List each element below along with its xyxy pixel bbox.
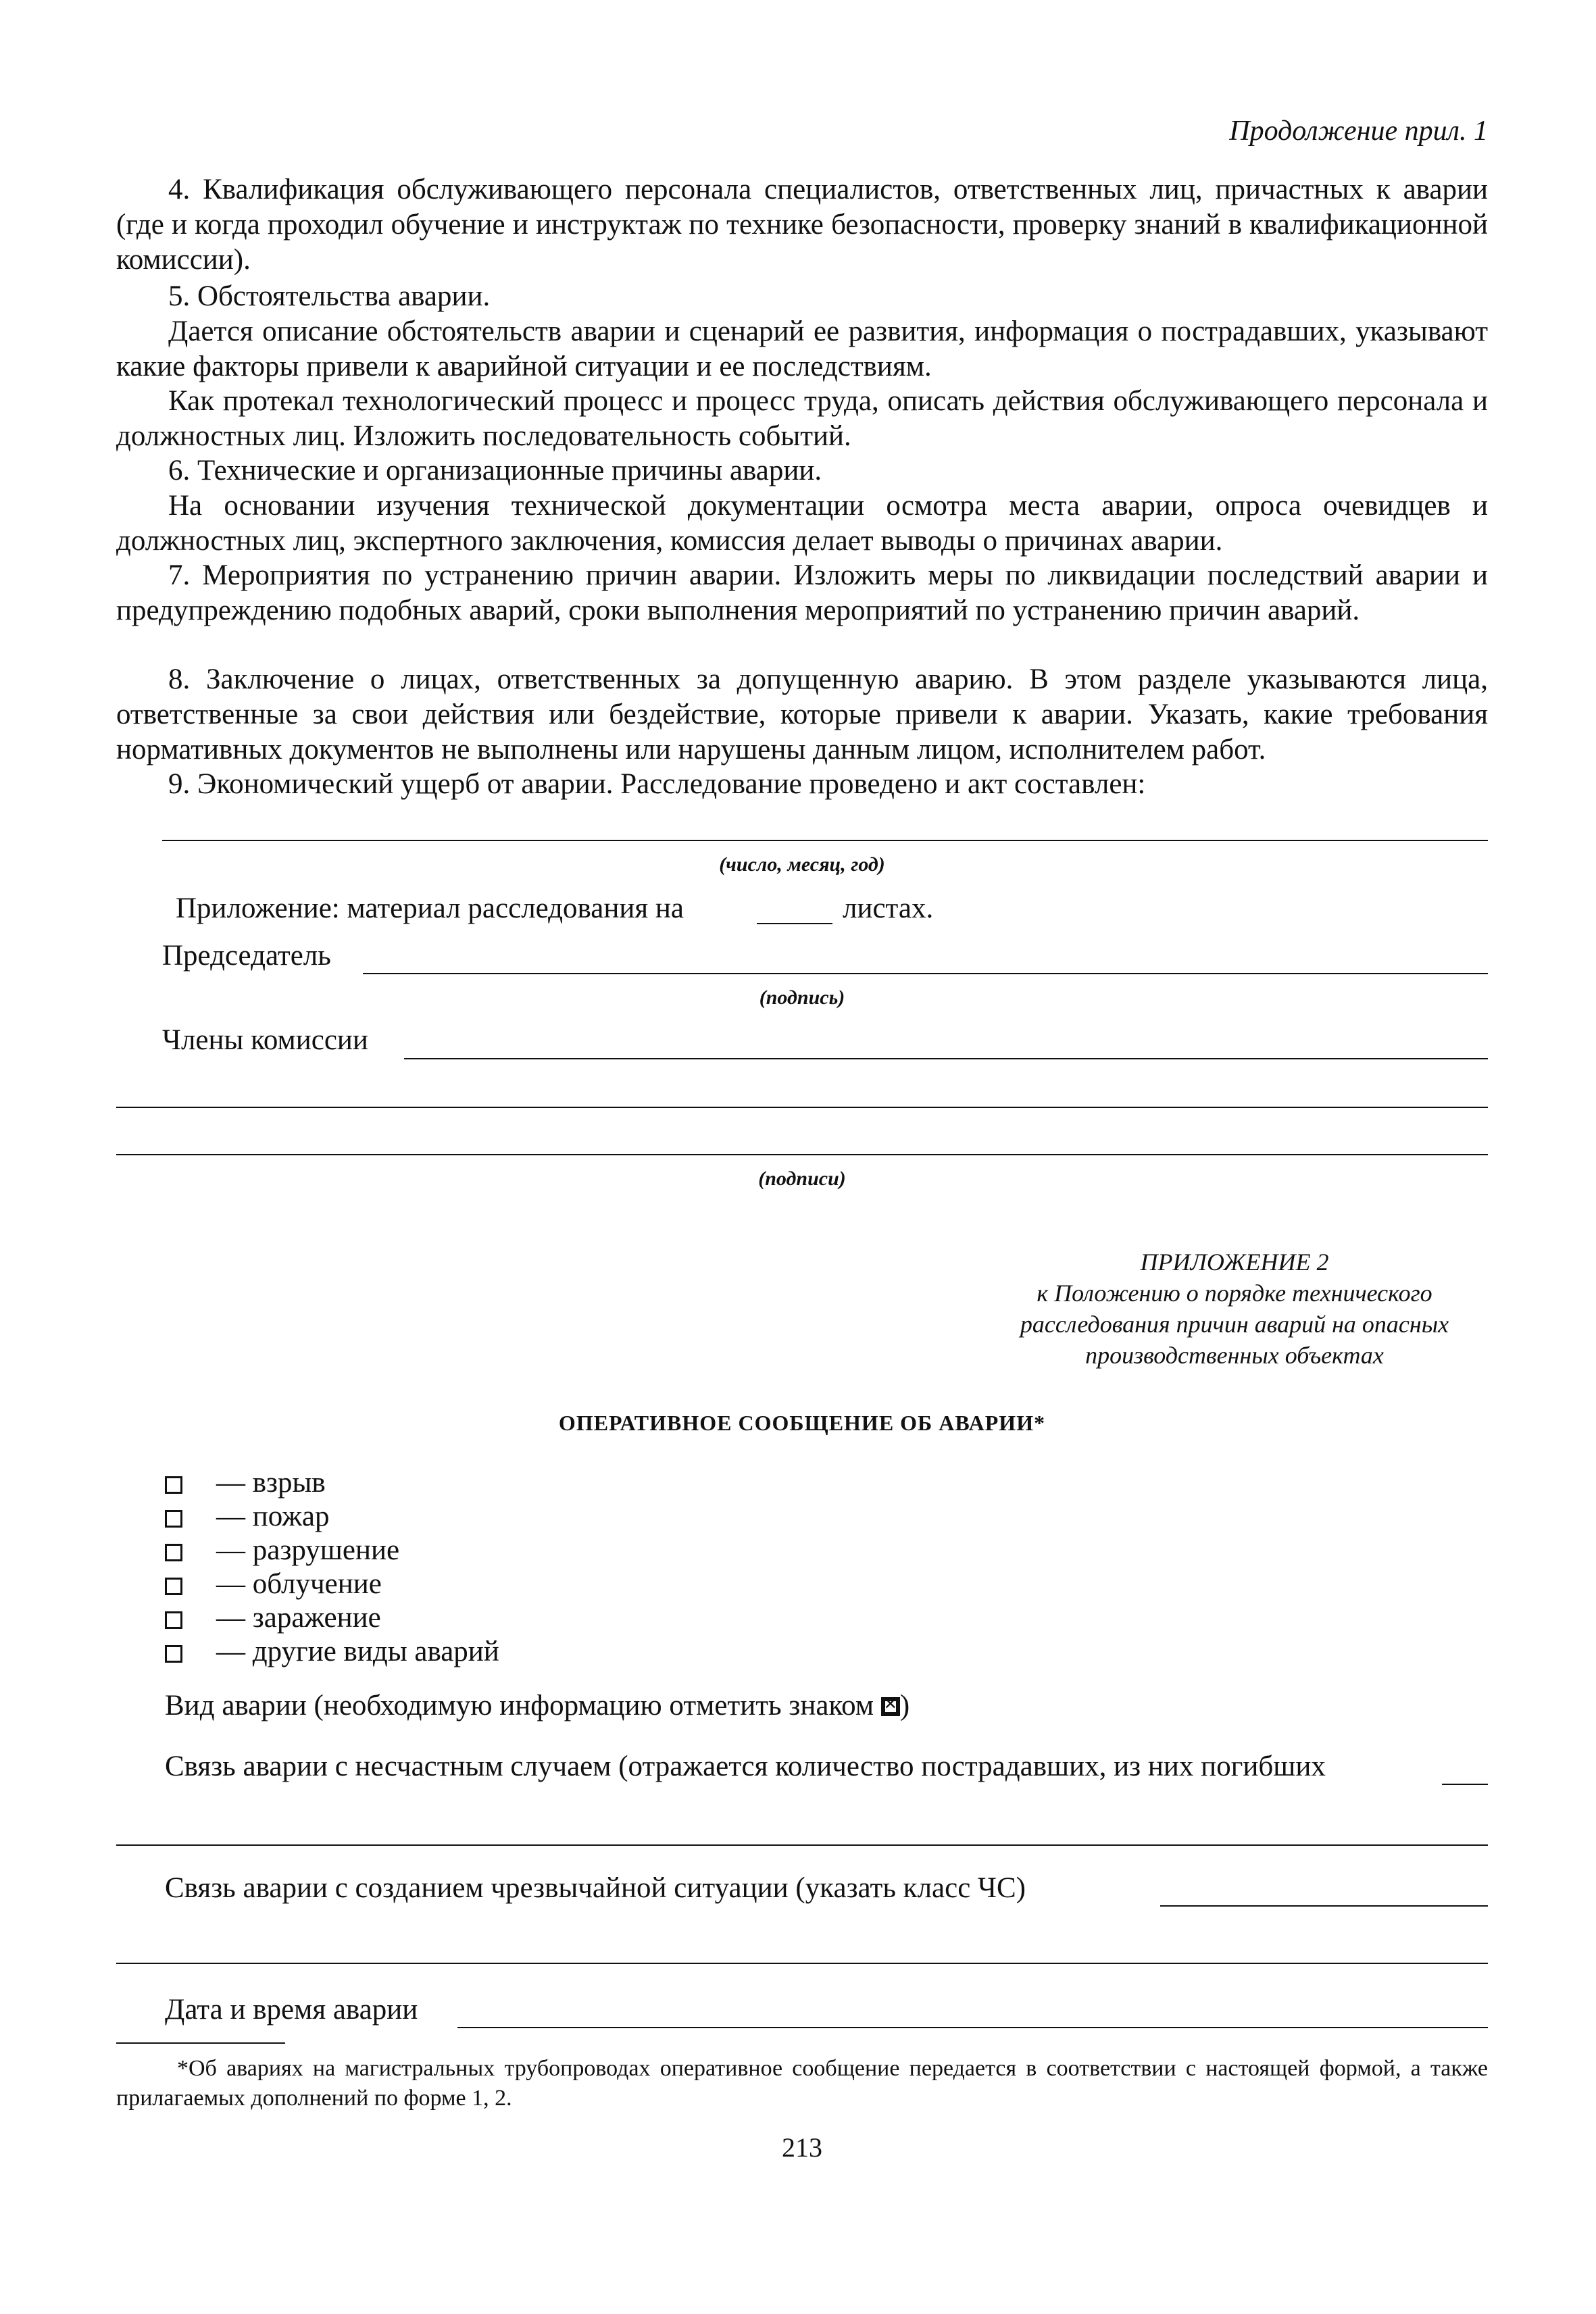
accident-type-fire[interactable] (165, 1500, 330, 1534)
checkbox-icon[interactable] (165, 1578, 182, 1595)
members-line-3[interactable] (116, 1154, 1488, 1155)
accident-type-label: — облучение (216, 1568, 382, 1600)
casualty-link-label: Связь аварии с несчастным случаем (отражается количество пострадавших, из них погибших (165, 1751, 1326, 1782)
accident-type-label: — заражение (216, 1602, 381, 1634)
appendix-line-2: расследования причин аварий на опасных (1020, 1311, 1449, 1338)
date-caption: (число, месяц, год) (719, 853, 885, 876)
members-line-1[interactable] (404, 1058, 1488, 1059)
accident-type-label: — взрыв (216, 1467, 326, 1499)
chairman-signature-line[interactable] (363, 973, 1488, 974)
paragraph-5-process: Как протекал технологический процесс и процесс труда, описать действия обслуживающего персонала и должностных лиц. Изложить последовательность событий. (116, 385, 1488, 452)
checked-box-icon (881, 1697, 900, 1716)
paragraph-4: 4. Квалификация обслуживающего персонала специалистов, ответственных лиц, причастных к аварии (где и когда проходил обучение и инструктаж по технике безопасности, проверку знаний в квалификационной комиссии). (116, 174, 1488, 276)
accident-type-explosion[interactable] (165, 1466, 326, 1500)
accident-type-label: — разрушение (216, 1534, 400, 1566)
appendix-title: ПРИЛОЖЕНИЕ 2 (1140, 1249, 1329, 1276)
report-heading: ОПЕРАТИВНОЕ СООБЩЕНИЕ ОБ АВАРИИ* (558, 1411, 1046, 1435)
footnote-separator (116, 2042, 285, 2044)
running-header: Продолжение прил. 1 (1229, 116, 1488, 147)
checkbox-icon[interactable] (165, 1510, 182, 1528)
accident-type-other[interactable] (165, 1635, 499, 1669)
emergency-link-label: Связь аварии с созданием чрезвычайной ситуации (указать класс ЧС) (165, 1872, 1026, 1904)
paragraph-5-description: Дается описание обстоятельств аварии и сценарий ее развития, информация о пострадавших, указывают какие факторы привели к аварийной ситуации и ее последствиям. (116, 316, 1488, 382)
appendix-line-3: производственных объектах (1085, 1342, 1384, 1369)
checkbox-icon[interactable] (165, 1611, 182, 1629)
appendix-line-1: к Положению о порядке технического (1037, 1280, 1432, 1307)
casualty-line-2[interactable] (116, 1844, 1488, 1846)
casualty-count-line[interactable] (1442, 1784, 1488, 1785)
accident-type-irradiation[interactable] (165, 1567, 382, 1601)
accident-type-label: — пожар (216, 1501, 330, 1532)
paragraph-5: 5. Обстоятельства аварии. (168, 280, 491, 312)
checkbox-icon[interactable] (165, 1476, 182, 1494)
members-label: Члены комиссии (162, 1024, 368, 1056)
paragraph-6-basis: На основании изучения технической документации осмотра места аварии, опроса очевидцев и должностных лиц, экспертного заключения, комиссия делает выводы о причинах аварии. (116, 490, 1488, 557)
emergency-class-line[interactable] (1160, 1905, 1488, 1907)
accident-type-note: Вид аварии (необходимую информацию отметить знаком ✕ ) (165, 1689, 909, 1722)
appendix-block (995, 1247, 1474, 1371)
checkbox-icon[interactable] (165, 1645, 182, 1663)
paragraph-8: 8. Заключение о лицах, ответственных за допущенную аварию. В этом разделе указываются лица, ответственные за свои действия или бездействие, которые привели к аварии. Указать, какие требования нормативных документов не выполнены или нарушены данным лицом, исполнителем работ. (116, 663, 1488, 765)
paragraph-7: 7. Мероприятия по устранению причин аварии. Изложить меры по ликвидации последствий аварии и предупреждению подобных аварий, сроки выполнения мероприятий по устранению причин аварий. (116, 559, 1488, 626)
page-number: 213 (782, 2132, 822, 2163)
attachment-suffix: листах. (843, 892, 934, 924)
signature-caption: (подпись) (759, 986, 845, 1009)
datetime-label: Дата и время аварии (165, 1994, 418, 2026)
chairman-label: Председатель (162, 940, 331, 972)
members-line-2[interactable] (116, 1107, 1488, 1108)
datetime-line[interactable] (457, 2027, 1488, 2028)
paragraph-6: 6. Технические и организационные причины аварии. (168, 455, 822, 486)
attachment-prefix: Приложение: материал расследования на (176, 892, 684, 924)
accident-type-destruction[interactable] (165, 1534, 399, 1567)
paragraph-9: 9. Экономический ущерб от аварии. Расследование проведено и акт составлен: (168, 768, 1146, 800)
accident-type-label: — другие виды аварий (216, 1636, 499, 1667)
accident-type-contamination[interactable] (165, 1601, 381, 1635)
footnote: *Об авариях на магистральных трубопроводах оперативное сообщение передается в соответствии с настоящей формой, а также прилагаемых дополнений по форме 1, 2. (116, 2056, 1488, 2111)
attachment-sheets-line[interactable] (757, 923, 832, 924)
signatures-caption: (подписи) (758, 1167, 846, 1190)
emergency-line-2[interactable] (116, 1963, 1488, 1964)
date-line[interactable] (162, 840, 1488, 841)
checkbox-icon[interactable] (165, 1544, 182, 1561)
